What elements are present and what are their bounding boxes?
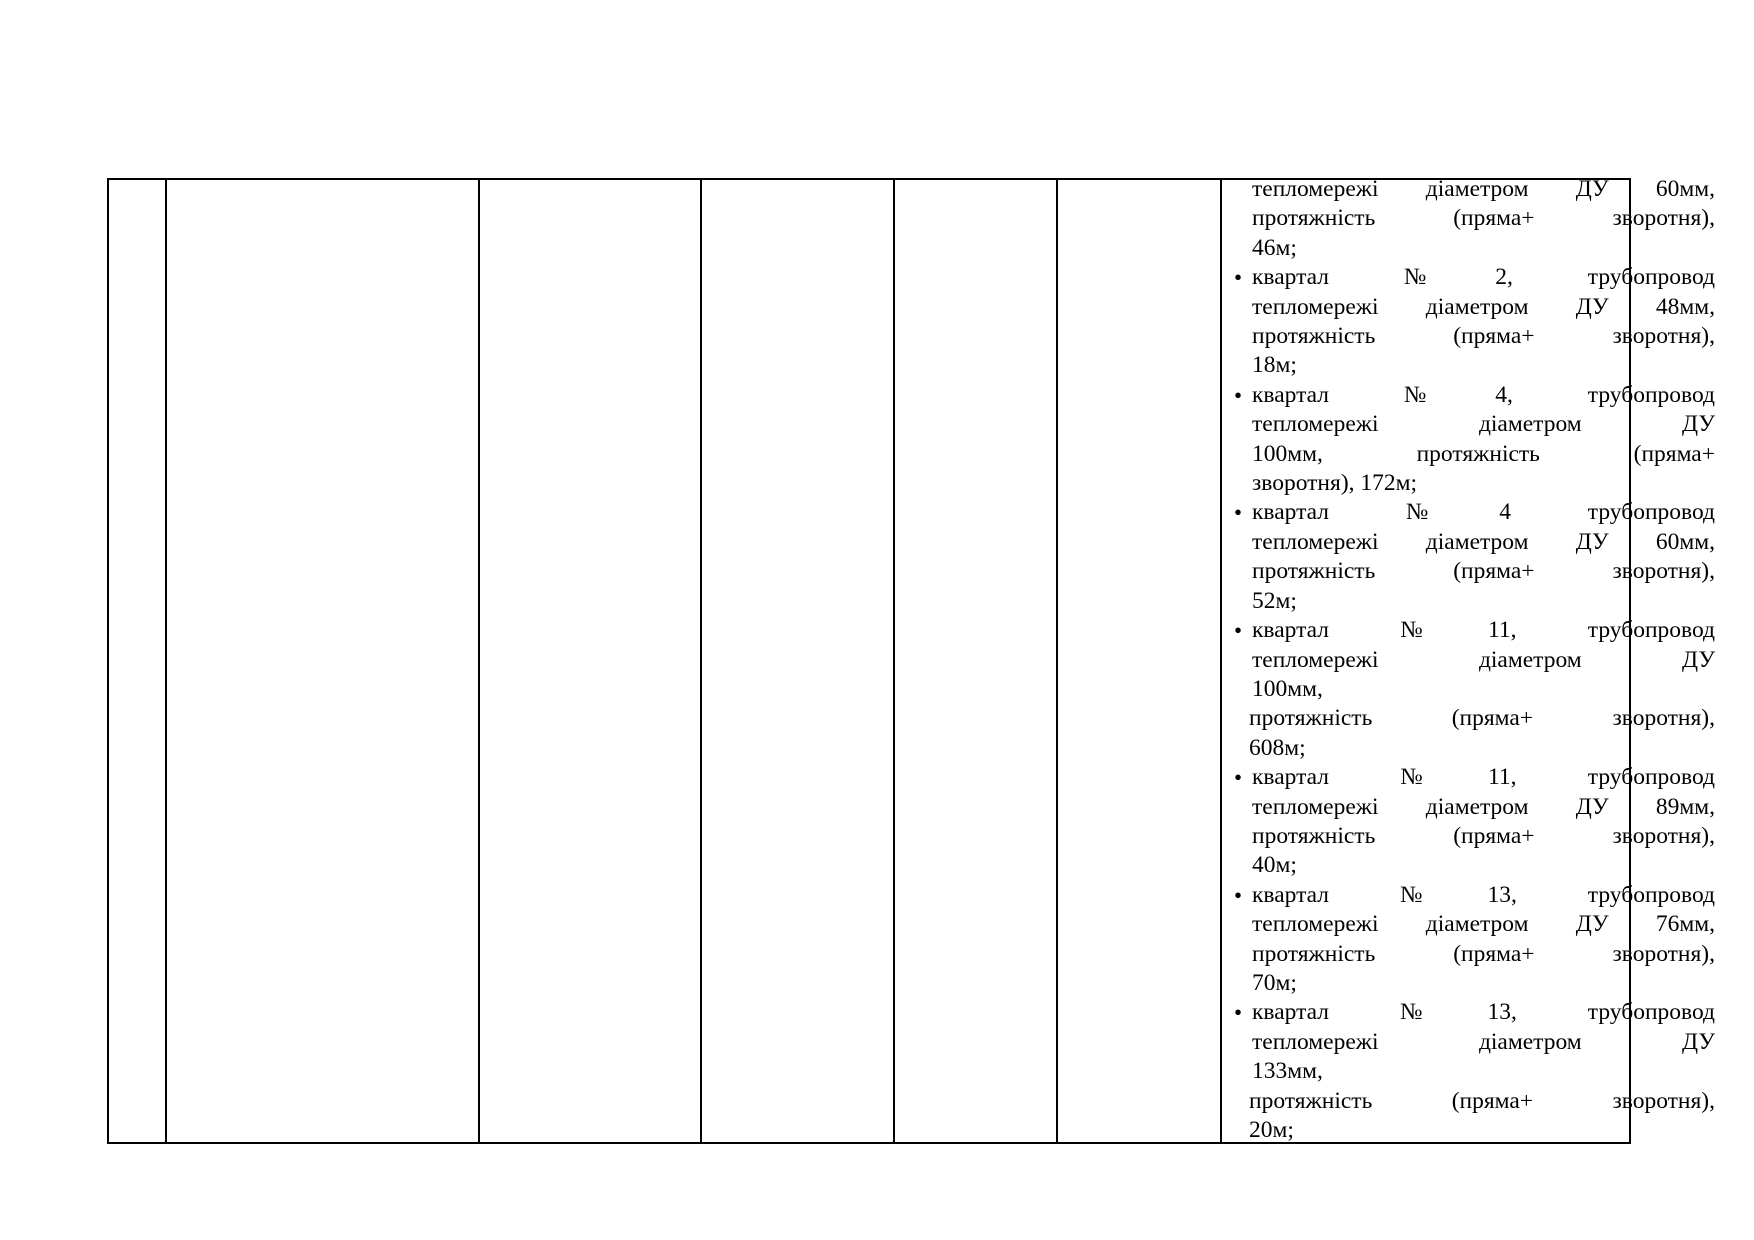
text-line: квартал №13, трубопровод [1252, 999, 1715, 1026]
text-line: зворотня), 172м; [1252, 470, 1418, 497]
column-divider-2 [478, 180, 480, 1142]
text-line: протяжність (пряма+ зворотня), [1249, 1087, 1715, 1114]
list-item [1234, 616, 1715, 763]
bullet-icon: • [1234, 382, 1243, 408]
text-line: протяжність (пряма+ зворотня), [1252, 822, 1715, 849]
list-item [1234, 263, 1715, 381]
text-line: протяжність (пряма+ зворотня), [1252, 205, 1715, 232]
last-column-cell [1234, 175, 1715, 1145]
text-line: 40м; [1252, 852, 1297, 879]
column-divider-1 [165, 180, 167, 1142]
text-line: 100мм, [1252, 675, 1323, 702]
text-line: протяжність (пряма+ зворотня), [1252, 558, 1715, 585]
bullet-icon: • [1234, 265, 1243, 291]
text-line: 133мм, [1252, 1058, 1323, 1085]
text-line: 46м; [1252, 234, 1297, 261]
text-line: тепломережі діаметром ДУ 60мм, [1252, 528, 1715, 555]
list-item [1234, 763, 1715, 881]
text-line: квартал №4 трубопровод [1252, 499, 1715, 526]
table [107, 176, 1715, 1144]
text-line: квартал №2, трубопровод [1252, 264, 1715, 291]
text-line: тепломережі діаметром ДУ 76мм, [1252, 911, 1715, 938]
text-line: протяжність (пряма+ зворотня), [1249, 705, 1715, 732]
list-item [1234, 881, 1715, 999]
text-line: тепломережі діаметром ДУ 89мм, [1252, 793, 1715, 820]
text-line: протяжність (пряма+ зворотня), [1252, 940, 1715, 967]
list-item [1234, 381, 1715, 499]
list-item [1234, 998, 1715, 1145]
text-line: тепломережі діаметром ДУ 48мм, [1252, 293, 1715, 320]
text-line: квартал №4, трубопровод [1252, 381, 1715, 408]
text-line: квартал №11, трубопровод [1252, 617, 1715, 644]
bullet-icon: • [1234, 882, 1243, 908]
text-line: 70м; [1252, 969, 1297, 996]
column-divider-3 [700, 180, 702, 1142]
text-line: 18м; [1252, 352, 1297, 379]
text-line: квартал №13, трубопровод [1252, 881, 1715, 908]
text-line: 52м; [1252, 587, 1297, 614]
bullet-icon: • [1234, 765, 1243, 791]
bullet-icon: • [1234, 1000, 1243, 1026]
text-line: квартал №11, трубопровод [1252, 764, 1715, 791]
continuation-paragraph [1237, 175, 1715, 263]
text-line: тепломережі діаметром ДУ [1252, 646, 1715, 673]
bullet-icon: • [1234, 618, 1243, 644]
column-divider-5 [1056, 180, 1058, 1142]
text-line: тепломережі діаметром ДУ [1252, 1028, 1715, 1055]
text-line: тепломережі діаметром ДУ 60мм, [1252, 176, 1715, 202]
column-divider-6 [1220, 180, 1222, 1142]
text-line: 608м; [1249, 734, 1306, 761]
list-item [1234, 498, 1715, 616]
text-line: 20м; [1249, 1117, 1294, 1143]
text-line: тепломережі діаметром ДУ [1252, 411, 1715, 438]
bullet-icon: • [1234, 500, 1243, 526]
text-line: 100мм, протяжність (пряма+ [1252, 440, 1715, 467]
column-divider-4 [893, 180, 895, 1142]
text-line: протяжність (пряма+ зворотня), [1252, 323, 1715, 350]
